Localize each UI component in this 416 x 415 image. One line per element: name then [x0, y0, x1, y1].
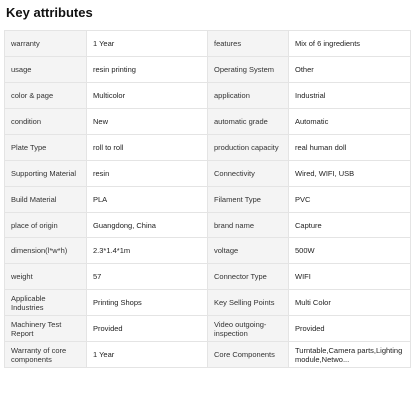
attribute-value: PVC [289, 187, 411, 213]
attribute-value: Industrial [289, 83, 411, 109]
attribute-value: Provided [87, 316, 208, 342]
attribute-name: automatic grade [208, 109, 289, 135]
attribute-name: Supporting Material [5, 161, 87, 187]
attribute-value: PLA [87, 187, 208, 213]
attribute-name: application [208, 83, 289, 109]
table-row [5, 31, 411, 57]
attribute-value: resin [87, 161, 208, 187]
attribute-name: Connectivity [208, 161, 289, 187]
attribute-name: production capacity [208, 135, 289, 161]
attribute-value: resin printing [87, 57, 208, 83]
attributes-body [5, 31, 411, 368]
attribute-name: Operating System [208, 57, 289, 83]
attribute-name: condition [5, 109, 87, 135]
section-title: Key attributes [6, 5, 93, 20]
attribute-value: Guangdong, China [87, 213, 208, 238]
attribute-value: Multi Color [289, 290, 411, 316]
attribute-name: usage [5, 57, 87, 83]
table-row [5, 264, 411, 290]
attribute-value: Multicolor [87, 83, 208, 109]
attribute-value: Wired, WIFI, USB [289, 161, 411, 187]
attribute-value: 1 Year [87, 31, 208, 57]
attribute-value: Automatic [289, 109, 411, 135]
attribute-value: Turntable,Camera parts,Lighting module,Netwo... [289, 342, 411, 368]
table-row [5, 213, 411, 238]
attribute-name: features [208, 31, 289, 57]
table-row [5, 290, 411, 316]
attribute-name: brand name [208, 213, 289, 238]
attribute-value: roll to roll [87, 135, 208, 161]
attribute-name: Video outgoing-inspection [208, 316, 289, 342]
table-row [5, 342, 411, 368]
key-attributes-table [4, 30, 411, 368]
attribute-value: Other [289, 57, 411, 83]
attribute-value: Printing Shops [87, 290, 208, 316]
table-row [5, 57, 411, 83]
attribute-value: Provided [289, 316, 411, 342]
attribute-name: Connector Type [208, 264, 289, 290]
attribute-name: voltage [208, 238, 289, 264]
table-row [5, 109, 411, 135]
attribute-value: New [87, 109, 208, 135]
attribute-value: WIFI [289, 264, 411, 290]
attribute-value: Mix of 6 ingredients [289, 31, 411, 57]
attribute-name: dimension(l*w*h) [5, 238, 87, 264]
attribute-value: 1 Year [87, 342, 208, 368]
attribute-name: Key Selling Points [208, 290, 289, 316]
attribute-name: weight [5, 264, 87, 290]
attribute-name: Build Material [5, 187, 87, 213]
attribute-name: warranty [5, 31, 87, 57]
attribute-name: Plate Type [5, 135, 87, 161]
attribute-value: 57 [87, 264, 208, 290]
attribute-value: real human doll [289, 135, 411, 161]
table-row [5, 238, 411, 264]
table-row [5, 187, 411, 213]
table-row [5, 83, 411, 109]
attribute-name: Machinery Test Report [5, 316, 87, 342]
table-row [5, 161, 411, 187]
attribute-value: Capture [289, 213, 411, 238]
attribute-name: Applicable Industries [5, 290, 87, 316]
attribute-name: place of origin [5, 213, 87, 238]
attribute-name: Warranty of core components [5, 342, 87, 368]
attribute-name: Core Components [208, 342, 289, 368]
table-row [5, 135, 411, 161]
attribute-name: Filament Type [208, 187, 289, 213]
attribute-name: color & page [5, 83, 87, 109]
attribute-value: 500W [289, 238, 411, 264]
table-row [5, 316, 411, 342]
attribute-value: 2.3*1.4*1m [87, 238, 208, 264]
